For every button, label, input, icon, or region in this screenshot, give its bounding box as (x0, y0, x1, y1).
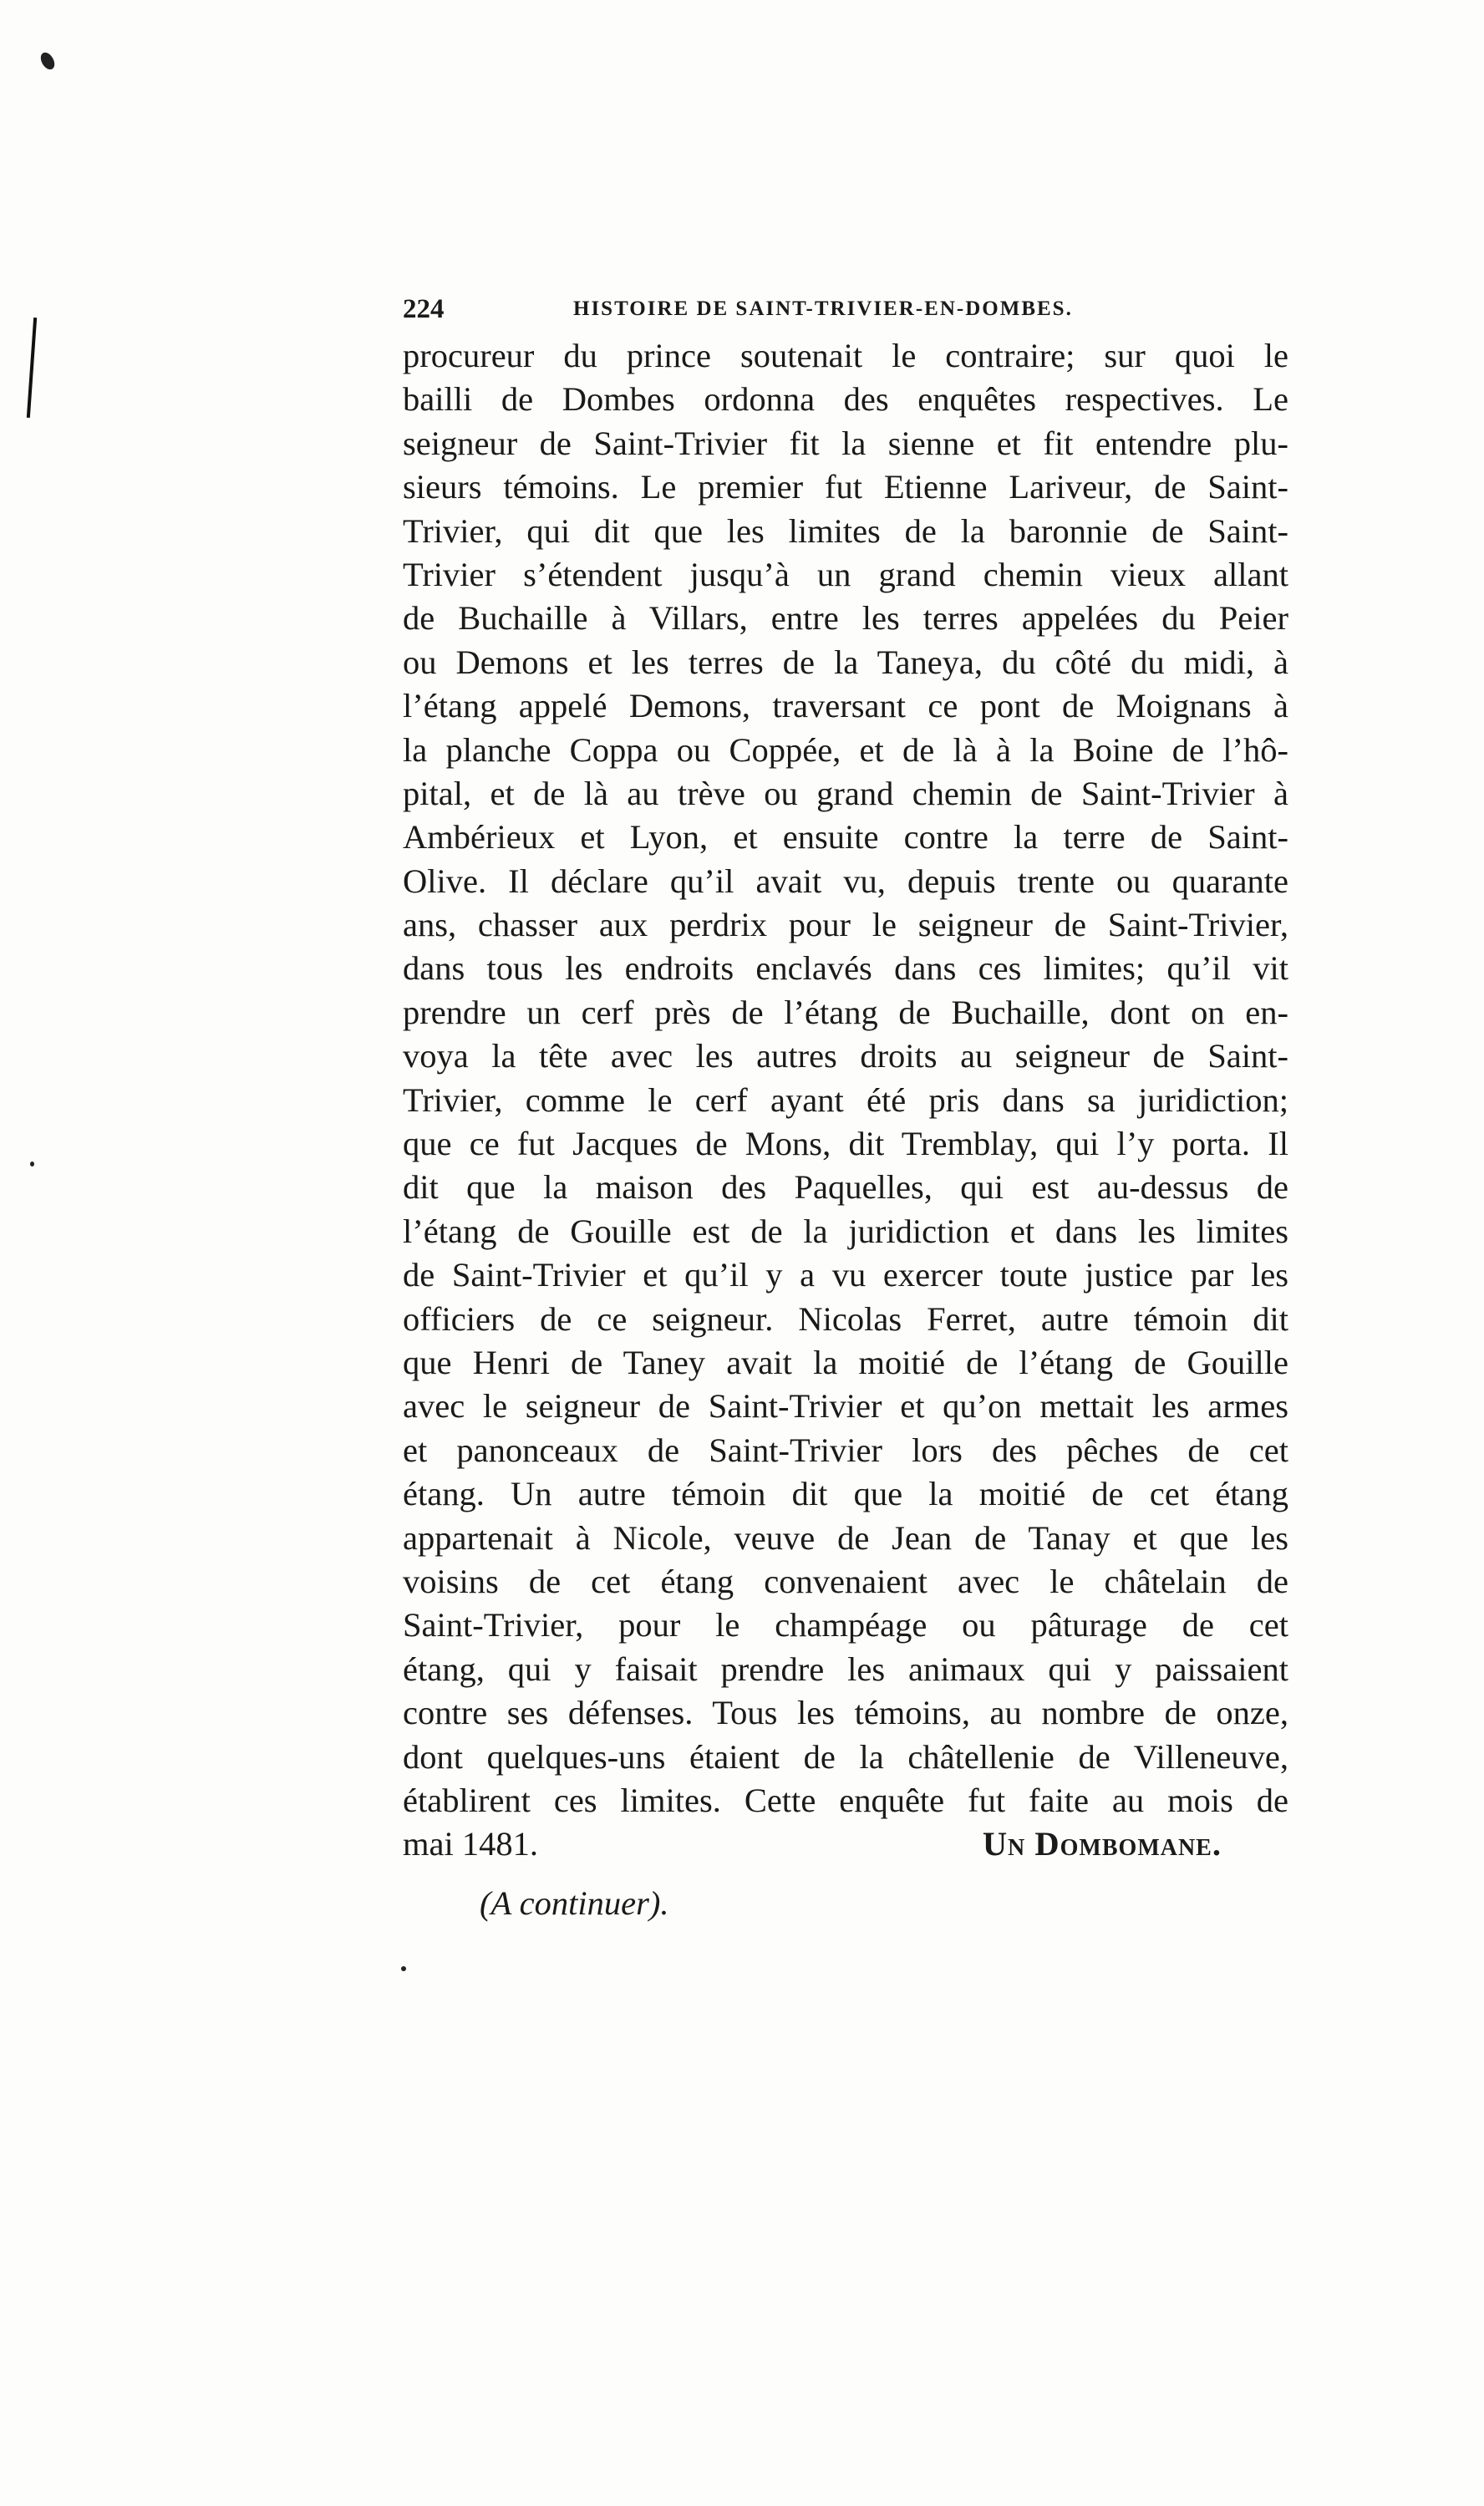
text-line: établirent ces limites. Cette enquête fut faite au mois de (403, 1781, 1288, 1819)
text-line: de Saint-Trivier et qu’il y a vu exercer toute justice par les (403, 1256, 1288, 1294)
text-line: dans tous les endroits enclavés dans ces limites; qu’il vit (403, 949, 1288, 988)
text-line: bailli de Dombes ordonna des enquêtes respectives. Le (403, 380, 1288, 419)
text-line: procureur du prince soutenait le contraire; sur quoi le (403, 337, 1288, 374)
text-line: pital, et de là au trève ou grand chemin de Saint-Trivier à (403, 774, 1288, 812)
text-line: Ambérieux et Lyon, et ensuite contre la terre de Saint- (403, 818, 1288, 857)
body-text (403, 334, 1288, 1925)
scan-speck (401, 1966, 406, 1971)
text-line: Olive. Il déclare qu’il avait vu, depuis trente ou quarante (403, 862, 1288, 900)
text-line: avec le seigneur de Saint-Trivier et qu’on mettait les armes (403, 1387, 1288, 1426)
text-line: l’étang appelé Demons, traversant ce pont de Moignans à (403, 687, 1288, 725)
text-line: officiers de ce seigneur. Nicolas Ferret, autre témoin dit (403, 1299, 1288, 1338)
text-line: ou Demons et les terres de la Taneya, du côté du midi, à (403, 643, 1288, 681)
text-line: prendre un cerf près de l’étang de Buchaille, dont on en- (403, 993, 1288, 1031)
page-number: 224 (403, 294, 445, 324)
text-line: voya la tête avec les autres droits au seigneur de Saint- (403, 1037, 1288, 1075)
text-line: Trivier, comme le cerf ayant été pris dans sa juridiction; (403, 1080, 1288, 1119)
closing-line (403, 1822, 1288, 1866)
scan-speck (38, 50, 57, 72)
page-header (403, 294, 1288, 328)
text-line: Trivier s’étendent jusqu’à un grand chemin vieux allant (403, 555, 1288, 593)
text-line: que ce fut Jacques de Mons, dit Tremblay, qui l’y porta. Il (403, 1125, 1288, 1163)
running-title: HISTOIRE DE SAINT-TRIVIER-EN-DOMBES. (573, 297, 1073, 320)
text-line: étang. Un autre témoin dit que la moitié de cet étang (403, 1475, 1288, 1513)
text-line: étang, qui y faisait prendre les animaux qui y paissaient (403, 1649, 1288, 1688)
text-line: ans, chasser aux perdrix pour le seigneur de Saint-Trivier, (403, 906, 1288, 944)
continuation-note: (A continuer). (480, 1883, 669, 1922)
text-line: dit que la maison des Paquelles, qui est au-dessus de (403, 1168, 1288, 1207)
text-line: dont quelques-uns étaient de la châtellenie de Villeneuve, (403, 1737, 1288, 1776)
text-line: voisins de cet étang convenaient avec le châtelain de (403, 1562, 1288, 1600)
text-line: et panonceaux de Saint-Trivier lors des pêches de cet (403, 1431, 1288, 1469)
final-text-line: mai 1481. (403, 1825, 538, 1863)
scan-edge-mark (27, 318, 37, 418)
text-line: seigneur de Saint-Trivier fit la sienne et fit entendre plu- (403, 424, 1288, 462)
text-line: la planche Coppa ou Coppée, et de là à la Boine de l’hô- (403, 730, 1288, 769)
author-signature: Un Dombomane. (982, 1825, 1222, 1863)
text-line: que Henri de Taney avait la moitié de l’étang de Gouille (403, 1343, 1288, 1381)
text-line: de Buchaille à Villars, entre les terres appelées du Peier (403, 599, 1288, 638)
text-line: l’étang de Gouille est de la juridiction et dans les limites (403, 1212, 1288, 1250)
text-line: appartenait à Nicole, veuve de Jean de Tanay et que les (403, 1518, 1288, 1557)
text-line: sieurs témoins. Le premier fut Etienne Lariveur, de Saint- (403, 468, 1288, 506)
text-line: Trivier, qui dit que les limites de la baronnie de Saint- (403, 511, 1288, 550)
scan-speck (30, 1162, 34, 1167)
text-line: contre ses défenses. Tous les témoins, au nombre de onze, (403, 1694, 1288, 1732)
text-line: Saint-Trivier, pour le champéage ou pâturage de cet (403, 1606, 1288, 1644)
